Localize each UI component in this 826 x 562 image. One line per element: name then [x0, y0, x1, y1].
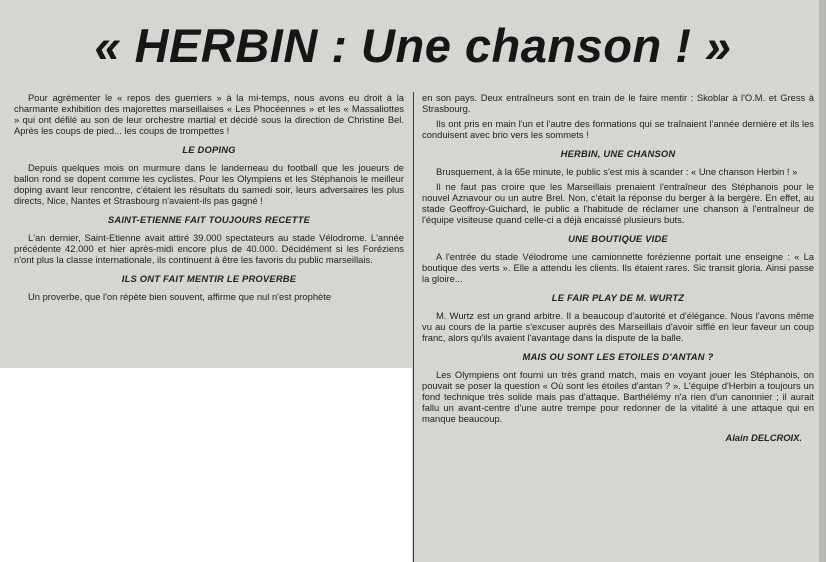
fairplay-paragraph: M. Wurtz est un grand arbitre. Il a beaucoup d'autorité et d'élégance. Nous l'avons même vu au cours de la partie s'excuser auprès des Marseillais d'avoir sifflé en leur faveur un coup franc, alors qu'ils avaient l'avantage dans la dispute de la balle.	[422, 310, 814, 343]
column-divider	[413, 92, 414, 562]
subheading-saint-etienne: SAINT-ETIENNE FAIT TOUJOURS RECETTE	[107, 214, 311, 225]
author-signature: Alain DELCROIX.	[725, 432, 802, 443]
subheading-doping: LE DOPING	[182, 144, 236, 155]
page-edge	[819, 0, 826, 562]
doping-paragraph: Depuis quelques mois on murmure dans le landerneau du football que les joueurs de ballon rond se dopent comme les cyclistes. Pour les Olympiens et les Stéphanois le meilleur doping avant leur rencontre, c'étaient les résultats du samedi soir, leurs adversaires les plus directs, Nice, Nantes et Strasbourg n'avaient-ils pas gagné !	[14, 162, 404, 206]
subheading-etoiles: MAIS OU SONT LES ETOILES D'ANTAN ?	[522, 351, 714, 362]
proverbe-paragraph: Un proverbe, que l'on répète bien souvent, affirme que nul n'est prophète	[28, 291, 332, 302]
subheading-proverbe: ILS ONT FAIT MENTIR LE PROVERBE	[121, 273, 297, 284]
herbin-paragraph-2: Il ne faut pas croire que les Marseillais prenaient l'entraîneur des Stéphanois pour le nouvel Aznavour ou un autre Brel. Non, c'était la réponse du berger à la bergère. En effet, au stade Geoffroy-Guichard, le public a l'habitude de réclamer une chanson à l'entraîneur de l'équipe visiteuse quand celle-ci a déjà encaissé plusieurs buts.	[422, 181, 814, 225]
subheading-boutique: UNE BOUTIQUE VIDE	[568, 233, 668, 244]
subheading-fairplay: LE FAIR PLAY DE M. WURTZ	[551, 292, 685, 303]
herbin-paragraph-1: Brusquement, à la 65e minute, le public s'est mis à scander : « Une chanson Herbin ! »	[436, 166, 798, 177]
subheading-herbin: HERBIN, UNE CHANSON	[560, 148, 676, 159]
blank-area	[0, 368, 412, 562]
etoiles-paragraph: Les Olympiens ont fourni un très grand match, mais en voyant jouer les Stéphanois, on pouvait se poser la question « Où sont les étoiles d'antan ? ». L'équipe d'Herbin a toujours un fond technique très solide mais pas d'attaque. Barthélémy n'a rien d'un canonnier ; il aurait fallu un avant-centre d'une autre trempe pour redonner de la vitalité à une attaque qui en manque beaucoup.	[422, 369, 814, 424]
boutique-paragraph: A l'entrée du stade Vélodrome une camionnette forézienne portait une enseigne : « La boutique des verts ». Elle a attendu les clients. Ils étaient rares. Sic transit gloria. Ainsi passe la gloire...	[422, 251, 814, 284]
proverbe-continued-paragraph-2: Ils ont pris en main l'un et l'autre des formations qui se traînaient l'année dernière et ils les conduisent avec brio vers les sommets !	[422, 118, 814, 140]
right-column	[422, 92, 814, 552]
intro-paragraph: Pour agrémenter le « repos des guerriers » à la mi-temps, nous avons eu droit à la charmante exhibition des majorettes marseillaises « Les Phocéennes » et les « Massaliottes » qui ont défilé au son de leur orchestre martial et décidé sous la direction de Christine Bel. Après les coups de pied... les coups de trompettes !	[14, 92, 404, 136]
left-column	[14, 92, 404, 362]
headline: « HERBIN : Une chanson ! »	[94, 19, 732, 72]
proverbe-continued-paragraph: en son pays. Deux entraîneurs sont en train de le faire mentir : Skoblar à l'O.M. et Gress à Strasbourg.	[422, 92, 814, 114]
saint-etienne-paragraph: L'an dernier, Saint-Etienne avait attiré 39.000 spectateurs au stade Vélodrome. L'année précédente 42.000 et hier après-midi encore plus de 40.000. Décidément si les Foréziens n'ont plus la classe internationale, ils continuent à être les favoris du public marseillais.	[14, 232, 404, 265]
